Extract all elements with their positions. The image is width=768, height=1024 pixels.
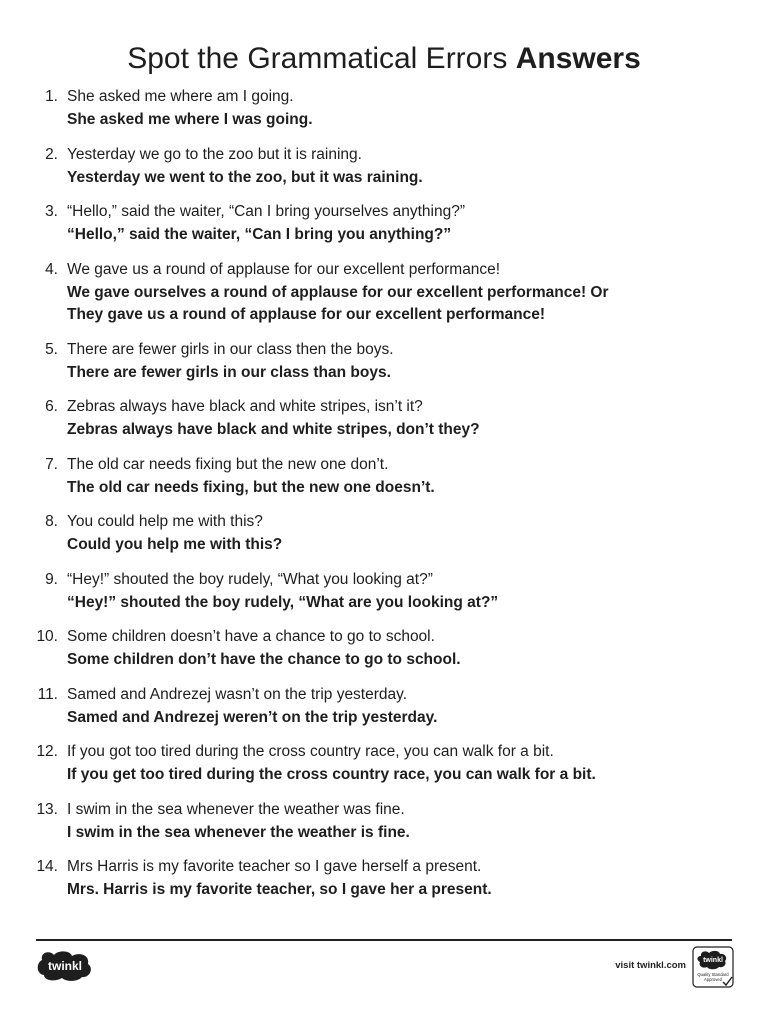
item-question: “Hello,” said the waiter, “Can I bring yourselves anything?”: [67, 203, 466, 220]
item-answer: Mrs. Harris is my favorite teacher, so I gave her a present.: [67, 881, 492, 898]
item-number: 7.: [45, 455, 58, 473]
list-item: [0, 569, 768, 627]
list-item: [0, 201, 768, 259]
title-answers: Answers: [515, 42, 641, 75]
item-question: She asked me where am I going.: [67, 88, 294, 105]
item-number: 8.: [45, 513, 58, 530]
item-answer: Yesterday we went to the zoo, but it was raining.: [67, 168, 423, 186]
item-answer: Could you help me with this?: [67, 536, 283, 553]
item-question: We gave us a round of applause for our excellent performance!: [67, 260, 501, 278]
item-answer: If you get too tired during the cross country race, you can walk for a bit.: [67, 766, 596, 783]
list-item: [0, 856, 768, 914]
item-number: 6.: [45, 398, 58, 415]
quality-badge: [692, 946, 734, 988]
item-number: 14.: [36, 858, 58, 875]
item-answer: “Hello,” said the waiter, “Can I bring you anything?”: [67, 226, 452, 243]
title-text: Spot the Grammatical Errors: [127, 42, 508, 75]
twinkl-logo[interactable]: [36, 950, 94, 982]
list-item: [0, 799, 768, 857]
item-number: 1.: [45, 88, 58, 105]
item-question: You could help me with this?: [67, 513, 263, 530]
item-question: The old car needs fixing but the new one don’t.: [67, 455, 389, 473]
list-item: [0, 454, 768, 512]
page-title: [0, 40, 768, 78]
list-item: [0, 396, 768, 454]
item-number: 11.: [37, 685, 58, 703]
item-number: 3.: [45, 203, 58, 220]
item-question: There are fewer girls in our class then the boys.: [67, 340, 394, 358]
item-answer-alt: They gave us a round of applause for our excellent performance!: [67, 305, 546, 323]
logo-text: twinkl: [47, 959, 83, 973]
item-answer: Samed and Andrezej weren’t on the trip yesterday.: [67, 708, 438, 726]
item-answer: Some children don’t have the chance to go to school.: [67, 651, 461, 668]
item-answer: Zebras always have black and white stripes, don’t they?: [67, 421, 480, 438]
item-answer: There are fewer girls in our class than boys.: [67, 363, 391, 381]
badge-text-2: Approved: [704, 977, 722, 982]
answer-list: [0, 86, 768, 914]
item-answer: She asked me where I was going.: [67, 111, 313, 128]
item-answer: “Hey!” shouted the boy rudely, “What are you looking at?”: [67, 593, 499, 611]
visit-link[interactable]: visit twinkl.com: [615, 960, 686, 971]
list-item: [0, 741, 768, 799]
footer-divider: [36, 939, 732, 941]
item-question: Yesterday we go to the zoo but it is raining.: [67, 145, 362, 163]
badge-text-1: Quality Standard: [697, 972, 729, 977]
item-number: 9.: [45, 570, 58, 588]
item-question: I swim in the sea whenever the weather was fine.: [67, 800, 405, 818]
item-question: Samed and Andrezej wasn’t on the trip yesterday.: [67, 685, 408, 703]
item-number: 12.: [36, 743, 58, 760]
list-item: [0, 339, 768, 397]
list-item: [0, 259, 768, 339]
item-number: 13.: [36, 800, 58, 818]
list-item: [0, 626, 768, 684]
item-question: Some children doesn’t have a chance to go to school.: [67, 628, 435, 645]
item-number: 2.: [45, 145, 58, 163]
item-answer: I swim in the sea whenever the weather is fine.: [67, 823, 410, 841]
item-number: 10.: [36, 628, 58, 645]
item-number: 4.: [45, 260, 58, 278]
list-item: [0, 684, 768, 742]
item-question: Mrs Harris is my favorite teacher so I gave herself a present.: [67, 858, 482, 875]
item-number: 5.: [45, 340, 58, 358]
list-item: [0, 511, 768, 569]
item-question: If you got too tired during the cross country race, you can walk for a bit.: [67, 743, 554, 760]
item-answer: The old car needs fixing, but the new one doesn’t.: [67, 478, 435, 496]
item-answer: We gave ourselves a round of applause for our excellent performance! Or: [67, 283, 609, 301]
list-item: [0, 144, 768, 202]
list-item: [0, 86, 768, 144]
badge-brand: twinkl: [703, 957, 723, 964]
item-question: Zebras always have black and white stripes, isn’t it?: [67, 398, 423, 415]
item-question: “Hey!” shouted the boy rudely, “What you looking at?”: [67, 570, 433, 588]
